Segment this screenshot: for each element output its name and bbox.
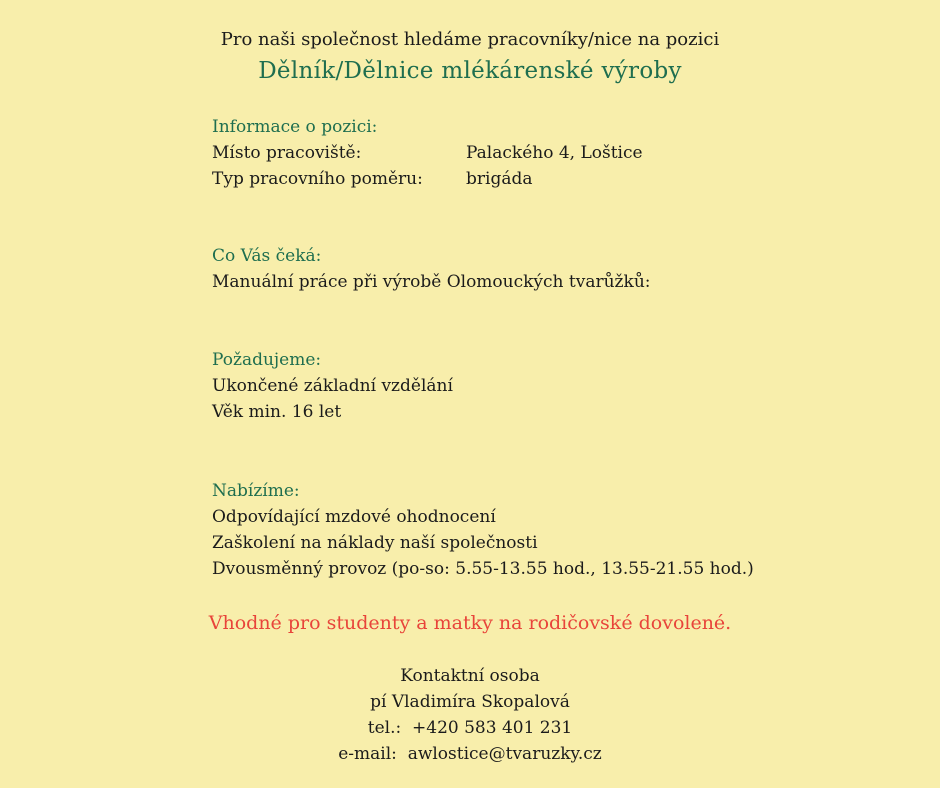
- info-row-employment-type: [212, 166, 912, 192]
- contact-phone: tel.: +420 583 401 231: [367, 718, 573, 738]
- section-what-awaits: [212, 243, 912, 295]
- info-heading: Informace o pozici:: [212, 117, 378, 137]
- position-title: Dělník/Dělnice mlékárenské výroby: [258, 58, 682, 84]
- what-awaits-heading: Co Vás čeká:: [212, 246, 322, 266]
- section-info: [212, 114, 912, 192]
- requirement-education: Ukončené základní vzdělání: [212, 376, 453, 396]
- offer-training: Zaškolení na náklady naší společnosti: [212, 533, 538, 553]
- offer-salary: Odpovídající mzdové ohodnocení: [212, 507, 496, 527]
- info-label-employment-type: Typ pracovního poměru:: [212, 169, 423, 189]
- info-value-employment-type: brigáda: [466, 169, 533, 189]
- intro-text: Pro naši společnost hledáme pracovníky/nice na pozici: [220, 29, 720, 50]
- contact-block: [0, 663, 940, 767]
- requirement-age: Věk min. 16 let: [212, 402, 342, 422]
- what-awaits-line: Manuální práce při výrobě Olomouckých tvarůžků:: [212, 272, 651, 292]
- info-value-workplace: Palackého 4, Loštice: [466, 143, 643, 163]
- offer-heading: Nabízíme:: [212, 481, 300, 501]
- highlight-note: Vhodné pro studenty a matky na rodičovské dovolené.: [208, 612, 732, 634]
- info-label-workplace: Místo pracoviště:: [212, 143, 362, 163]
- contact-name: pí Vladimíra Skopalová: [370, 692, 570, 712]
- contact-title: Kontaktní osoba: [400, 666, 540, 686]
- contact-email: e-mail: awlostice@tvaruzky.cz: [338, 744, 602, 764]
- info-row-workplace: [212, 140, 912, 166]
- offer-shifts: Dvousměnný provoz (po-so: 5.55-13.55 hod., 13.55-21.55 hod.): [212, 559, 754, 579]
- section-offer: [212, 478, 912, 582]
- requirements-heading: Požadujeme:: [212, 350, 322, 370]
- section-requirements: [212, 347, 912, 425]
